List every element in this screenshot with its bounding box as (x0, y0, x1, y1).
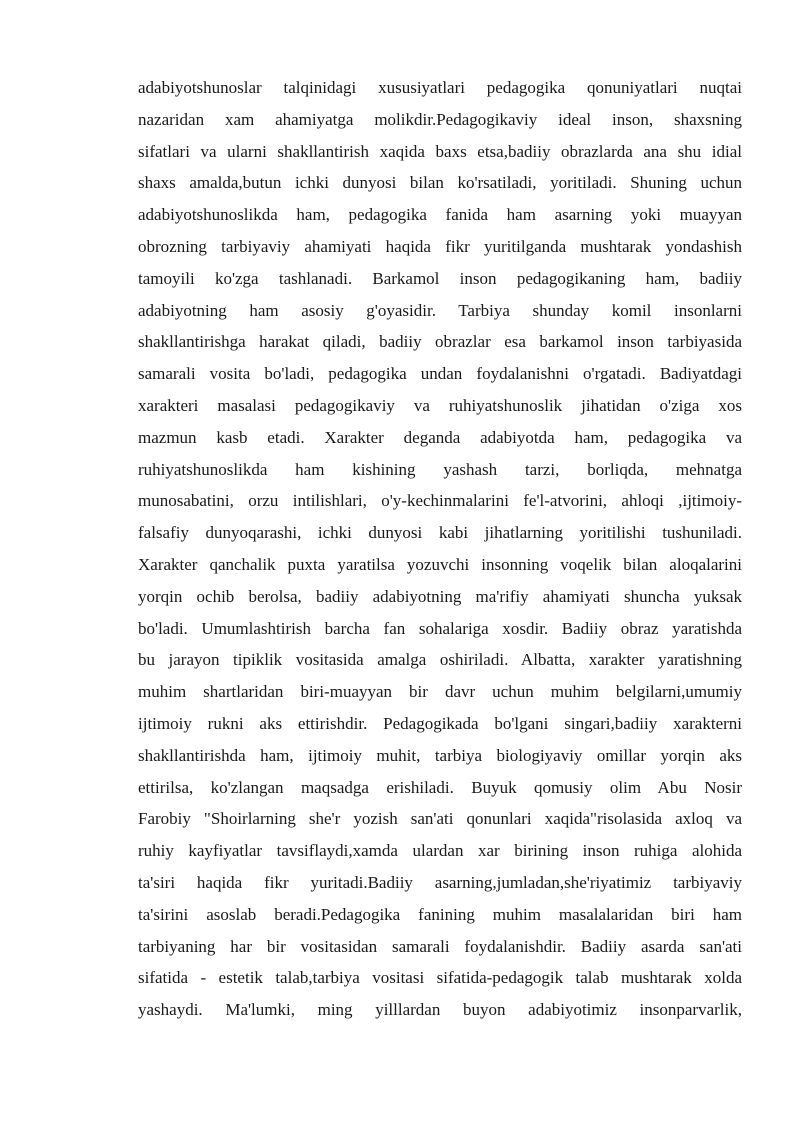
text-line: shakllantirishga harakat qiladi, badiiy obrazlar esa barkamol inson tarbiyasida (138, 332, 742, 352)
text-line: adabiyotshunoslar talqinidagi xususiyatlari pedagogika qonuniyatlari nuqtai (138, 78, 742, 97)
text-line: nazaridan xam ahamiyatga molikdir.Pedagogikaviy ideal inson, shaxsning (138, 109, 742, 129)
text-line: samarali vosita bo'ladi, pedagogika undan foydalanishni o'rgatadi. Badiyatdagi (138, 364, 742, 384)
text-line: ta'siri haqida fikr yuritadi.Badiiy asarning,jumladan,she'riyatimiz tarbiyaviy (138, 872, 742, 892)
text-line: falsafiy dunyoqarashi, ichki dunyosi kabi jihatlarning yoritilishi tushuniladi. (138, 523, 742, 543)
text-line: xarakteri masalasi pedagogikaviy va ruhiyatshunoslik jihatidan o'ziga xos (138, 395, 742, 415)
text-line: ijtimoiy rukni aks ettirishdir. Pedagogikada bo'lgani singari,badiiy xarakterni (138, 713, 742, 733)
text-line: tamoyili ko'zga tashlanadi. Barkamol inson pedagogikaning ham, badiiy (138, 268, 742, 288)
text-line: ruhiyatshunoslikda ham kishining yashash tarzi, borliqda, mehnatga (138, 459, 742, 479)
text-line: mazmun kasb etadi. Xarakter deganda adabiyotda ham, pedagogika va (138, 427, 742, 447)
text-line: obrozning tarbiyaviy ahamiyati haqida fikr yuritilganda mushtarak yondashish (138, 236, 742, 256)
text-line: sifatida - estetik talab,tarbiya vositasi sifatida-pedagogik talab mushtarak xolda (138, 968, 742, 988)
text-line: adabiyotning ham asosiy g'oyasidir. Tarbiya shunday komil insonlarni (138, 300, 742, 320)
text-line: ettirilsa, ko'zlangan maqsadga erishiladi. Buyuk qomusiy olim Abu Nosir (138, 777, 742, 797)
text-line: tarbiyaning har bir vositasidan samarali foydalanishdir. Badiiy asarda san'ati (138, 936, 742, 956)
body-text (138, 72, 742, 1026)
text-line: sifatlari va ularni shakllantirish xaqida baxs etsa,badiiy obrazlarda ana shu idial (138, 141, 742, 161)
text-line: muhim shartlaridan biri-muayyan bir davr uchun muhim belgilarni,umumiy (138, 682, 742, 702)
text-line: adabiyotshunoslikda ham, pedagogika fanida ham asarning yoki muayyan (138, 205, 742, 225)
text-line: ruhiy kayfiyatlar tavsiflaydi,xamda ulardan xar birining inson ruhiga alohida (138, 841, 742, 861)
text-line: Farobiy "Shoirlarning she'r yozish san'ati qonunlari xaqida"risolasida axloq va (138, 809, 742, 829)
text-line: ta'sirini asoslab beradi.Pedagogika fanining muhim masalalaridan biri ham (138, 904, 742, 924)
text-line: shakllantirishda ham, ijtimoiy muhit, tarbiya biologiyaviy omillar yorqin aks (138, 745, 742, 765)
text-line: munosabatini, orzu intilishlari, o'y-kechinmalarini fe'l-atvorini, ahloqi ,ijtimoiy- (138, 491, 742, 511)
text-line: Xarakter qanchalik puxta yaratilsa yozuvchi insonning voqelik bilan aloqalarini (138, 554, 742, 574)
text-line: bo'ladi. Umumlashtirish barcha fan sohalariga xosdir. Badiiy obraz yaratishda (138, 618, 742, 638)
text-line: yorqin ochib berolsa, badiiy adabiyotning ma'rifiy ahamiyati shuncha yuksak (138, 586, 742, 606)
text-line: yashaydi. Ma'lumki, ming yilllardan buyon adabiyotimiz insonparvarlik, (138, 1000, 742, 1020)
text-line: shaxs amalda,butun ichki dunyosi bilan ko'rsatiladi, yoritiladi. Shuning uchun (138, 173, 742, 193)
text-line: bu jarayon tipiklik vositasida amalga oshiriladi. Albatta, xarakter yaratishning (138, 650, 742, 670)
